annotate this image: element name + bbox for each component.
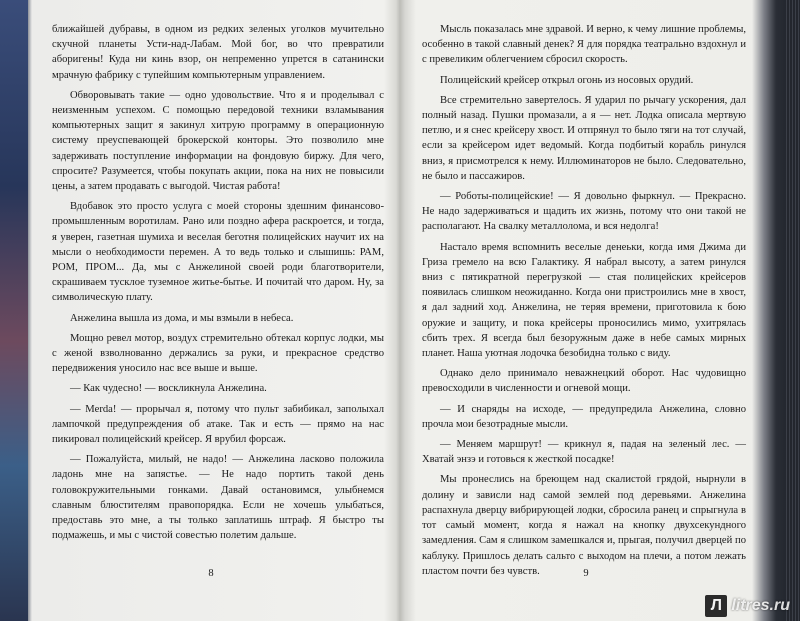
left-paragraph-5: Мощно ревел мотор, воздух стремительно обтекал корпус лодки, мы с женой взволнованно держались за руки, и прекрасное средство передвижения уносило нас все выше и выше.	[52, 332, 384, 375]
left-paragraph-7: — Merda! — прорычал я, потому что пульт забибикал, заполыхал лампочкой предупреждения об атаке. Так и есть — прямо на нас пикировал полицейский крейсер. Я врубил форсаж.	[52, 403, 384, 446]
left-paragraph-4: Анжелина вышла из дома, и мы взмыли в небеса.	[70, 312, 294, 324]
right-paragraph-8: — Меняем маршрут! — крикнул я, падая на зеленый лес. — Хватай энзэ и готовься к жесткой посадке!	[422, 439, 746, 466]
right-paragraph-1: Мысль показалась мне здравой. И верно, к чему лишние проблемы, особенно в такой славный денек? Я для порядка театрально вздохнул и с превеликим облегчением сбросил скорость.	[422, 24, 746, 66]
right-page-number: 9	[583, 568, 589, 579]
left-paragraph-1: ближайшей дубравы, в одном из редких зеленых уголков мучительно скучной планеты Усти-над-Лабам. Мой бог, во что превратили аборигены! Куда ни кинь взор, он непременно упрется в сатанински мрачную фабрику с тупейшим компьютерным управлением.	[52, 24, 384, 81]
right-paragraph-7: — И снаряды на исходе, — предупредила Анжелина, словно прочла мои безотрадные мысли.	[422, 403, 746, 430]
right-paragraph-5: Настало время вспомнить веселые денеьки, когда имя Джима ди Гриза гремело на всю Галактику. Я набрал высоту, а затем ринулся вниз с пятикратной перегрузкой — стая полицейских крейсеров появилась слишком неожиданно. Когда они пристроились мне в хвост, я дал задний ход. Анжелина, не теряя времени, приготовила к бою оружие и защиту, и пока крейсеры проносились мимо, ухитрялась сбить трех. Я всегда был безоружным даже в небе самых мирных планет. Наша уютная лодочка безобидна только с виду.	[422, 241, 746, 360]
left-page	[30, 0, 392, 621]
book-cover-edge-left	[0, 0, 28, 621]
right-paragraph-4: — Роботы-полицейские! — Я довольно фыркнул. — Прекрасно. Не надо задерживаться и щадить их жизнь, потому что они такой не располагают. На свалку металлолома, и вся недолга!	[422, 191, 746, 233]
right-page	[410, 0, 762, 621]
litres-watermark	[705, 595, 790, 617]
watermark-text: litres.ru	[731, 597, 790, 614]
left-paragraph-2: Обворовывать такие — одно удовольствие. Что я и проделывал с неизменным успехом. С помощью передовой техники взламывания компьютерных защит я закинул хитрую программу в операционную систему преуспевающей брокерской конторы. Это позволило мне задерживать поступление информации на фондовую биржу. Для чего, спросите? Разумеется, чтобы покупать акции, пока на них не повысили цены, а затем продавать с выгодой. Чистая работа!	[52, 89, 384, 193]
left-page-number: 8	[208, 568, 214, 579]
left-paragraph-6: — Как чудесно! — воскликнула Анжелина.	[70, 383, 267, 395]
left-paragraph-3: Вдобавок это просто услуга с моей стороны здешним финансово-промышленным воротилам. Рано или поздно афера раскроется, и тогда, я уверен, газетная шумиха и веселая беготня полицейских научит их на мысли о необходимости перемен. А то ведь только и слышишь: РАМ, РОМ, ПРОМ... Да, мы с Анжелиной своей роди благотворители, скрашиваем тусклое туземное житье-бытье. И почитай что даром. Ну, за символическую плату.	[52, 201, 384, 304]
litres-logo-icon: Л	[705, 595, 727, 617]
right-paragraph-9: Мы пронеслись на бреющем над скалистой грядой, нырнули в долину и зависли над самой землей под деревьями. Анжелина распахнула дверцу вибрирующей лодки, сбросила ранец и спрыгнула в тот самый момент, когда я нажал на кнопку двухсекундного замедления. Сам я слишком замешкался и, прыгая, получил дверцей по каблуку. Пришлось делать сальто с выходом на плечи, а потом лежать пластом почти без чувств.	[422, 474, 746, 577]
left-paragraph-8: — Пожалуйста, милый, не надо! — Анжелина ласково положила ладонь мне на запястье. — Не надо портить такой день головокружительными гонками. Давай остановимся, улыбнемся славным блюстителям правопорядка. Если не хочешь улыбаться, предоставь это мне, а ты только заплатишь штраф. Я быстро ты подмажешь, и мы с чистой совестью полетим дальше.	[52, 454, 384, 542]
right-paragraph-3: Все стремительно завертелось. Я ударил по рычагу ускорения, дал полный назад. Пушки промазали, а я — нет. Лодка описала мертвую петлю, и я снес крейсеру хвост. И отпрянул то было тяги на тот случай, если за крейсером идет ведомый. Когда подбитый корабль ринулся вниз, я присмотрелся к нему. Иллюминаторов не было. Следовательно, не было и пассажиров.	[422, 94, 746, 182]
book-page-edges-right	[786, 0, 800, 621]
right-paragraph-2: Полицейский крейсер открыл огонь из носовых орудий.	[440, 74, 694, 86]
right-paragraph-6: Однако дело принимало неважнецкий оборот. Нас чудовищно превосходили в численности и огневой мощи.	[422, 368, 746, 395]
